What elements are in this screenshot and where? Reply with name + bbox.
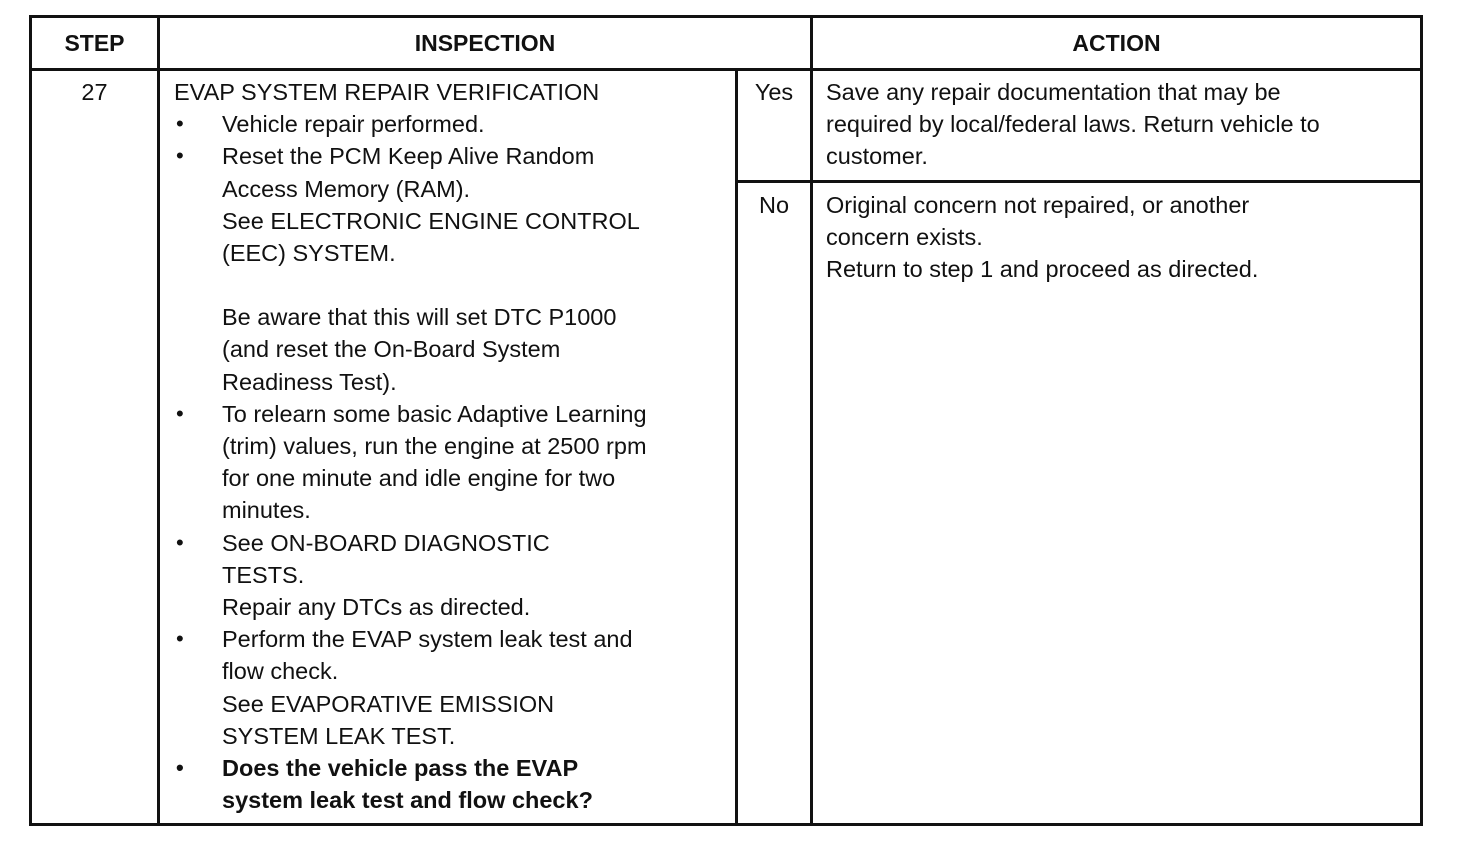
inspection-list <box>174 108 742 816</box>
list-item <box>174 623 742 752</box>
inspection-line: • To relearn some basic Adaptive Learning <box>222 400 647 427</box>
procedure-table <box>29 15 1423 826</box>
inspection-line: Access Memory (RAM). <box>222 175 471 202</box>
header-inspection: INSPECTION <box>414 29 556 56</box>
inspection-line: flow check. <box>222 658 339 685</box>
divider-step <box>157 18 160 823</box>
action-line: Original concern not repaired, or another <box>826 192 1250 218</box>
inspection-line: SYSTEM LEAK TEST. <box>222 722 456 749</box>
no-action <box>826 189 1416 286</box>
list-item <box>174 140 742 397</box>
list-item <box>174 527 742 624</box>
inspection-note-line: Be aware that this will set DTC P1000 <box>222 304 617 331</box>
inspection-line: • Reset the PCM Keep Alive Random <box>222 143 595 170</box>
inspection-line: (trim) values, run the engine at 2500 rpm <box>222 433 647 460</box>
divider-inspection-action <box>810 18 813 823</box>
list-item <box>174 108 742 140</box>
inspection-question-line: • Does the vehicle pass the EVAP <box>222 755 579 782</box>
header-rule <box>32 68 1420 71</box>
yes-label: Yes <box>754 79 794 105</box>
inspection-line: minutes. <box>222 497 311 524</box>
step-number: 27 <box>81 79 108 105</box>
inspection-line: See EVAPORATIVE EMISSION <box>222 690 555 717</box>
inspection-line: • Vehicle repair performed. <box>222 111 485 138</box>
list-item <box>174 398 742 527</box>
inspection-line: (EEC) SYSTEM. <box>222 240 396 267</box>
yes-action <box>826 76 1416 173</box>
inspection-line: • Perform the EVAP system leak test and <box>222 626 633 653</box>
action-line: Save any repair documentation that may be <box>826 79 1281 105</box>
yes-no-rule <box>735 180 1420 183</box>
list-item-question <box>174 752 742 816</box>
action-line: concern exists. <box>826 224 983 251</box>
header-step: STEP <box>64 29 125 56</box>
spacer <box>222 269 742 301</box>
action-line: Return to step 1 and proceed as directed. <box>826 256 1259 283</box>
inspection-line: Repair any DTCs as directed. <box>222 594 531 621</box>
action-line: required by local/federal laws. Return vehicle to <box>826 111 1320 138</box>
inspection-question-line: system leak test and flow check? <box>222 787 593 814</box>
inspection-note-line: Readiness Test). <box>222 368 397 395</box>
action-line: customer. <box>826 143 928 170</box>
inspection-line: See ELECTRONIC ENGINE CONTROL <box>222 207 640 234</box>
inspection-line: • See ON-BOARD DIAGNOSTIC <box>222 529 550 556</box>
no-label: No <box>758 192 790 218</box>
inspection-line: for one minute and idle engine for two <box>222 465 616 492</box>
inspection-note-line: (and reset the On-Board System <box>222 336 561 363</box>
inspection-line: TESTS. <box>222 561 305 588</box>
inspection-title: EVAP SYSTEM REPAIR VERIFICATION <box>174 79 600 105</box>
inspection-cell <box>174 76 742 816</box>
header-action: ACTION <box>1072 29 1161 56</box>
